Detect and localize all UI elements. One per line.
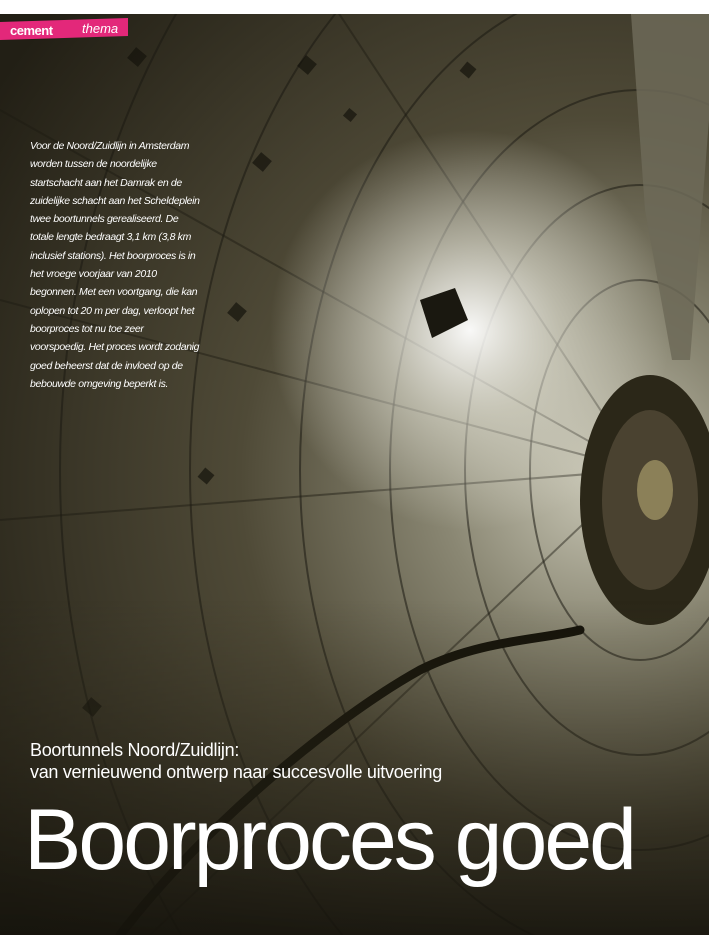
article-subtitle: [30, 739, 690, 783]
section-tab: [0, 18, 128, 40]
article-headline: Boorproces goed: [24, 792, 634, 888]
top-margin-strip: [0, 0, 709, 14]
section-label: thema: [82, 21, 119, 36]
subtitle-line-2: van vernieuwend ontwerp naar succesvolle uitvoering: [30, 762, 442, 782]
subtitle-line-1: Boortunnels Noord/Zuidlijn:: [30, 740, 240, 760]
brand-logo: cement: [10, 23, 53, 38]
intro-paragraph: Voor de Noord/Zuidlijn in Amsterdam worden tussen de noordelijke startschacht aan het Damrak en de zuidelijke schacht aan het Scheldeplein twee boortunnels gerealiseerd. De totale lengte bedraagt 3,1 km (3,8 km inclusief stations). Het boorproces is in het vroege voorjaar van 2010 begonnen. Met een voortgang, die kan oplopen tot 20 m per dag, verloopt het boorproces tot nu toe zeer voorspoedig. Het proces wordt zodanig goed beheerst dat de invloed op de bebouwde omgeving beperkt is.: [30, 140, 200, 390]
